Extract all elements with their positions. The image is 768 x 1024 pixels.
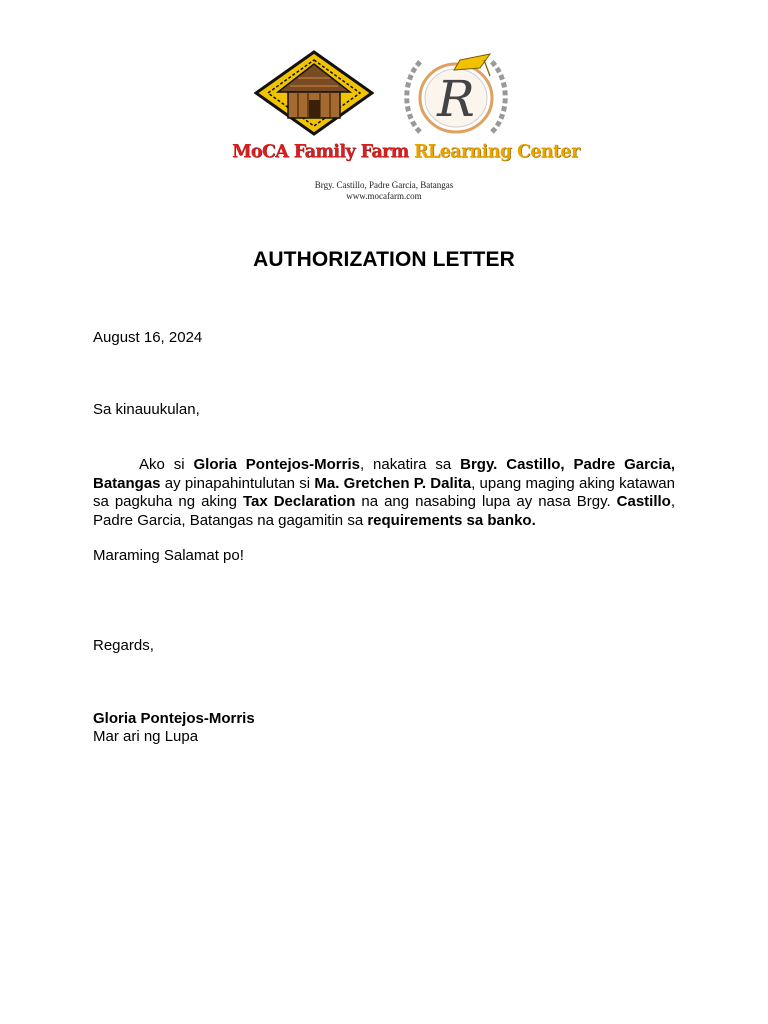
letter-title: AUTHORIZATION LETTER (253, 248, 515, 271)
authorized-person: Ma. Gretchen P. Dalita (314, 474, 472, 492)
center-name-part3: Learning Center (427, 142, 580, 162)
body-text-5: na ang nasabing lupa ay nasa Brgy. (355, 493, 617, 510)
letter-body (93, 456, 675, 530)
r-learning-emblem-icon (398, 50, 514, 140)
center-website: www.mocafarm.com (346, 191, 422, 201)
farm-hut-logo-icon (254, 50, 374, 136)
thanks-line: Maraming Salamat po! (93, 547, 244, 564)
body-text-4: , upang maging aking katawan sa pagkuha ng aking (93, 474, 675, 510)
body-text-1: Ako si (139, 456, 194, 473)
grantor-name: Gloria Pontejos-Morris (193, 456, 360, 473)
body-text-6: , Padre Garcia, Batangas na gagamitin sa (93, 493, 675, 529)
center-name-part1: MoCA Family Farm (232, 142, 414, 162)
body-text-3: ay pinapahintulutan si (160, 474, 315, 492)
center-address: Brgy. Castillo, Padre Garcia, Batangas (314, 180, 454, 190)
signatory-title: Mar ari ng Lupa (93, 728, 199, 745)
property-barangay: Castillo (616, 493, 671, 510)
letter-date: August 16, 2024 (93, 329, 203, 346)
grantor-address: Brgy. Castillo, Padre Garcia, Batangas (93, 456, 675, 492)
document-type: Tax Declaration (242, 493, 356, 510)
purpose: requirements sa banko. (367, 511, 536, 529)
letterhead (232, 44, 580, 201)
closing: Regards, (93, 637, 154, 654)
body-text-2: , nakatira sa (359, 456, 461, 473)
salutation: Sa kinauukulan, (93, 401, 200, 418)
svg-text:R: R (437, 70, 475, 128)
learning-center-name (232, 142, 580, 162)
center-name-part2: R (413, 142, 428, 162)
signatory-name: Gloria Pontejos-Morris (93, 710, 255, 727)
